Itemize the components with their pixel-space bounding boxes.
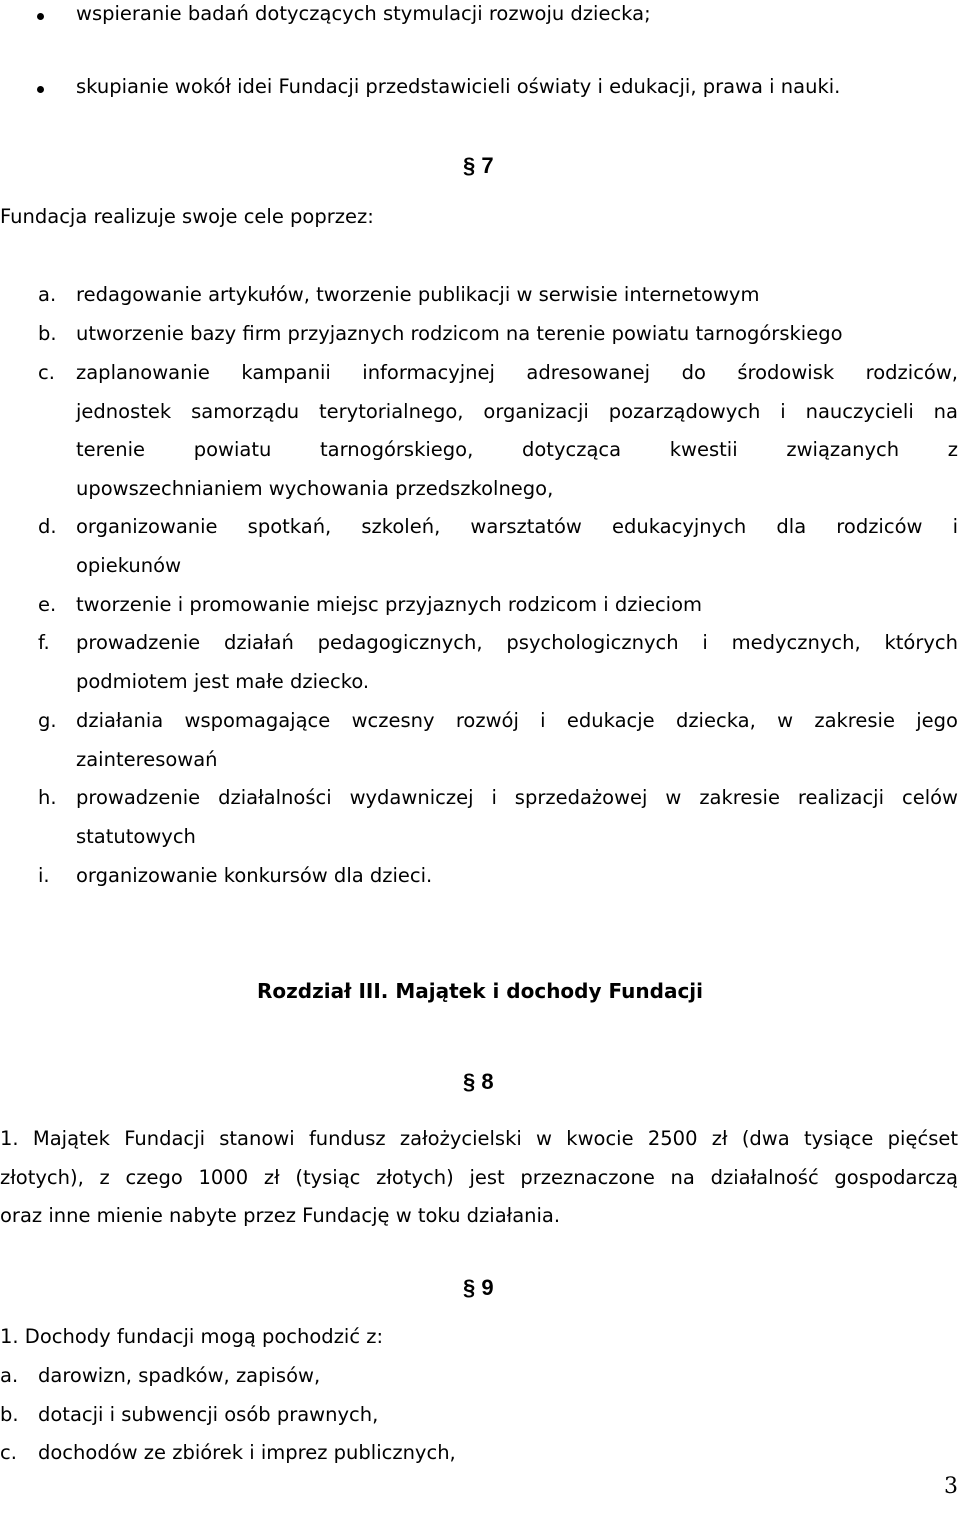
paragraph-line: 1. Majątek Fundacji stanowi fundusz założycielski w kwocie 2500 zł (dwa tysiące pięćset — [0, 1127, 958, 1150]
list-item-text: redagowanie artykułów, tworzenie publikacji w serwisie internetowym — [76, 283, 760, 306]
list-marker: d. — [38, 515, 57, 538]
list-item — [0, 1364, 321, 1387]
list-item-text: tworzenie i promowanie miejsc przyjaznych rodzicom i dzieciom — [76, 593, 703, 616]
bullet-icon — [37, 13, 44, 20]
paragraph — [0, 1120, 958, 1236]
list-item-line: prowadzenie działań pedagogicznych, psychologicznych i medycznych, których — [76, 631, 958, 654]
list-item-line: opiekunów — [76, 553, 182, 577]
list-marker: b. — [38, 322, 57, 345]
list-item — [0, 2, 960, 32]
list-marker: f. — [38, 631, 50, 654]
section-heading: § 9 — [463, 1275, 494, 1300]
bullet-text: skupianie wokół idei Fundacji przedstawicieli oświaty i edukacji, prawa i nauki. — [76, 75, 841, 98]
list-item-line: statutowych — [76, 824, 196, 848]
list-item-line: organizowanie spotkań, szkoleń, warsztatów edukacyjnych dla rodziców i — [76, 515, 958, 538]
list-item-text: utworzenie bazy firm przyjaznych rodzicom na terenie powiatu tarnogórskiego — [76, 322, 843, 345]
list-marker: h. — [38, 786, 57, 809]
list-marker: a. — [38, 283, 57, 306]
list-marker: i. — [38, 864, 50, 887]
list-marker: c. — [38, 361, 55, 384]
paragraph-line: oraz inne mienie nabyte przez Fundację w toku działania. — [0, 1204, 561, 1227]
list-item-line: podmiotem jest małe dziecko. — [76, 669, 370, 693]
list-marker: c. — [0, 1441, 17, 1464]
list-marker: g. — [38, 709, 57, 732]
paragraph-line: złotych), z czego 1000 zł (tysiąc złotych) jest przeznaczone na działalność gospodarczą — [0, 1165, 958, 1189]
section-intro: Fundacja realizuje swoje cele poprzez: — [0, 205, 374, 228]
list-item-text: dochodów ze zbiórek i imprez publicznych, — [38, 1441, 456, 1464]
page-number: 3 — [944, 1474, 958, 1499]
list-item-line: działania wspomagające wczesny rozwój i edukacje dziecka, w zakresie jego — [76, 709, 958, 732]
list-marker: e. — [38, 593, 57, 616]
list-marker: b. — [0, 1403, 19, 1426]
section-intro: 1. Dochody fundacji mogą pochodzić z: — [0, 1325, 384, 1348]
list-item — [0, 1403, 379, 1426]
list-marker: a. — [0, 1364, 19, 1387]
list-item — [0, 75, 960, 105]
list-item-line: prowadzenie działalności wydawniczej i sprzedażowej w zakresie realizacji celów — [76, 786, 958, 809]
bullet-text: wspieranie badań dotyczących stymulacji rozwoju dziecka; — [76, 2, 651, 25]
list-item-line: zainteresowań — [76, 747, 218, 771]
list-item-text: dotacji i subwencji osób prawnych, — [38, 1403, 379, 1426]
list-item-line: upowszechnianiem wychowania przedszkolnego, — [76, 476, 554, 500]
list-item — [0, 1441, 456, 1464]
list-item-line: zaplanowanie kampanii informacyjnej adresowanej do środowisk rodziców, — [76, 361, 958, 384]
bullet-icon — [37, 86, 44, 93]
list-item-text: organizowanie konkursów dla dzieci. — [76, 864, 433, 887]
list-item-text: darowizn, spadków, zapisów, — [38, 1364, 321, 1387]
chapter-title: Rozdział III. Majątek i dochody Fundacji — [256, 979, 704, 1003]
section-heading: § 8 — [463, 1069, 494, 1094]
list-item-line: jednostek samorządu terytorialnego, organizacji pozarządowych i nauczycieli na — [76, 399, 958, 423]
section-heading: § 7 — [463, 153, 494, 178]
list-item-line: terenie powiatu tarnogórskiego, dotycząca kwestii związanych z — [76, 438, 958, 462]
